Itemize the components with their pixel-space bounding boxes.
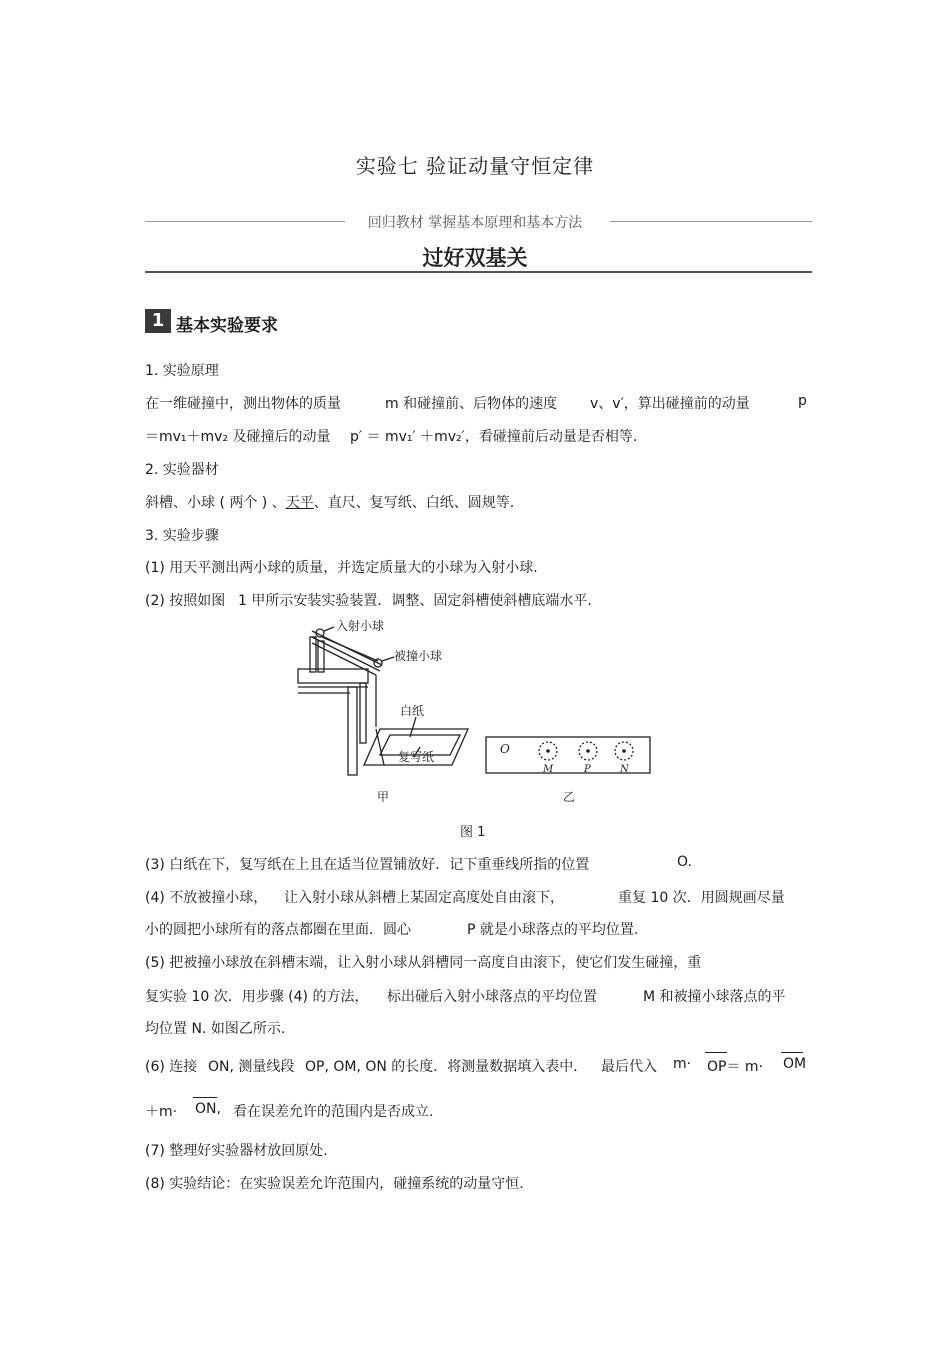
- step-6: ON, 测量线段: [208, 1059, 295, 1075]
- step-3: O.: [677, 854, 692, 870]
- step-6: ＋m·: [145, 1104, 178, 1120]
- landing-point-n: [622, 749, 626, 753]
- ramp-track: [312, 637, 380, 671]
- ramp-stand: [310, 637, 316, 672]
- caption-left: 甲: [377, 790, 390, 804]
- apparatus-figure: [290, 617, 660, 812]
- step-5: 复实验 10 次．用步骤 (4) 的方法，: [145, 989, 369, 1005]
- landing-point-m: [546, 749, 550, 753]
- label-leader: [324, 627, 334, 631]
- banner-subtitle: 回归教材 掌握基本原理和基本方法: [367, 215, 583, 231]
- step-6: OP＝ m·: [707, 1059, 763, 1075]
- step-6: ON,: [195, 1101, 221, 1117]
- step-4: (4) 不放被撞小球，: [145, 890, 268, 906]
- label-target-ball: 被撞小球: [394, 649, 443, 663]
- paper-fold: [376, 729, 384, 765]
- section-heading: 基本实验要求: [176, 316, 278, 336]
- figure-caption: 图 1: [460, 825, 486, 840]
- step-7: (7) 整理好实验器材放回原处.: [145, 1143, 328, 1159]
- step-6: OP, OM, ON 的长度．将测量数据填入表中．: [305, 1059, 588, 1075]
- step-4: 小的圆把小球所有的落点都圈在里面．圆心: [145, 922, 411, 938]
- step-5: 均位置 N. 如图乙所示.: [145, 1021, 286, 1037]
- label-leader: [382, 657, 394, 661]
- banner-title: 过好双基关: [422, 246, 528, 270]
- caption-right: 乙: [563, 790, 576, 804]
- label-m: M: [543, 764, 554, 775]
- principle-text: m 和碰撞前、后物体的速度: [385, 396, 558, 412]
- step-6: (6) 连接: [145, 1059, 198, 1075]
- step-2: 1 甲所示安装实验装置．调整、固定斜槽使斜槽底端水平.: [238, 593, 592, 609]
- step-3: (3) 白纸在下，复写纸在上且在适当位置铺放好．记下重垂线所指的位置: [145, 857, 590, 873]
- vector-bar-op: [705, 1052, 727, 1053]
- step-6: 最后代入: [601, 1059, 657, 1075]
- step-2: (2) 按照如图: [145, 593, 226, 609]
- label-leader: [410, 717, 416, 737]
- ramp-track: [312, 643, 376, 675]
- principle-text: 在一维碰撞中，测出物体的质量: [145, 396, 341, 412]
- ramp-track: [322, 637, 378, 661]
- step-5: (5) 把被撞小球放在斜槽末端，让入射小球从斜槽同一高度自由滚下，使它们发生碰撞，重: [145, 955, 702, 971]
- step-4: P 就是小球落点的平均位置.: [467, 922, 639, 938]
- label-o: O: [500, 742, 510, 756]
- label-incident-ball: 入射小球: [336, 619, 385, 633]
- label-carbon-paper: 复写纸: [398, 750, 435, 764]
- table-top: [298, 669, 368, 683]
- principle-text: p: [798, 393, 807, 409]
- step-4: 重复 10 次．用圆规画尽量: [618, 890, 785, 906]
- step-8: (8) 实验结论：在实验误差允许范围内，碰撞系统的动量守恒.: [145, 1176, 524, 1192]
- step-1: (1) 用天平测出两小球的质量，并选定质量大的小球为入射小球.: [145, 560, 538, 576]
- equipment-list: [145, 492, 514, 512]
- principle-text: v、v′，算出碰撞前的动量: [590, 396, 750, 412]
- equipment-text: 斜槽、小球 ( 两个 ) 、: [145, 495, 286, 511]
- label-p: P: [584, 764, 591, 775]
- step-4: 让入射小球从斜槽上某固定高度处自由滚下，: [284, 890, 564, 906]
- steps-heading: 3. 实验步骤: [145, 528, 219, 544]
- principle-text: ＝mv₁＋mv₂ 及碰撞后的动量: [145, 429, 331, 445]
- step-6: m·: [673, 1056, 692, 1072]
- table-leg: [348, 687, 357, 775]
- equipment-heading: 2. 实验器材: [145, 462, 219, 478]
- principle-heading: 1. 实验原理: [145, 363, 219, 379]
- principle-text: p′ ＝ mv₁′ ＋mv₂′，看碰撞前后动量是否相等.: [350, 429, 638, 445]
- equipment-text: 、直尺、复写纸、白纸、圆规等.: [313, 495, 515, 511]
- ramp-stand: [318, 641, 324, 672]
- vector-bar-on: [193, 1097, 217, 1098]
- label-n: N: [620, 764, 629, 775]
- equipment-balance: 天平: [285, 495, 314, 511]
- step-5: M 和被撞小球落点的平: [643, 989, 786, 1005]
- table-leg: [360, 683, 366, 743]
- section-number-badge: 1: [145, 309, 171, 333]
- vector-bar-om: [781, 1052, 803, 1053]
- banner-underline: [145, 271, 812, 273]
- step-5: 标出碰后入射小球落点的平均位置: [387, 989, 597, 1005]
- label-white-paper: 白纸: [400, 704, 425, 718]
- step-6: 看在误差允许的范围内是否成立.: [233, 1104, 434, 1120]
- landing-point-p: [586, 749, 590, 753]
- step-6: OM: [783, 1056, 807, 1072]
- page-title: 实验七 验证动量守恒定律: [355, 154, 595, 178]
